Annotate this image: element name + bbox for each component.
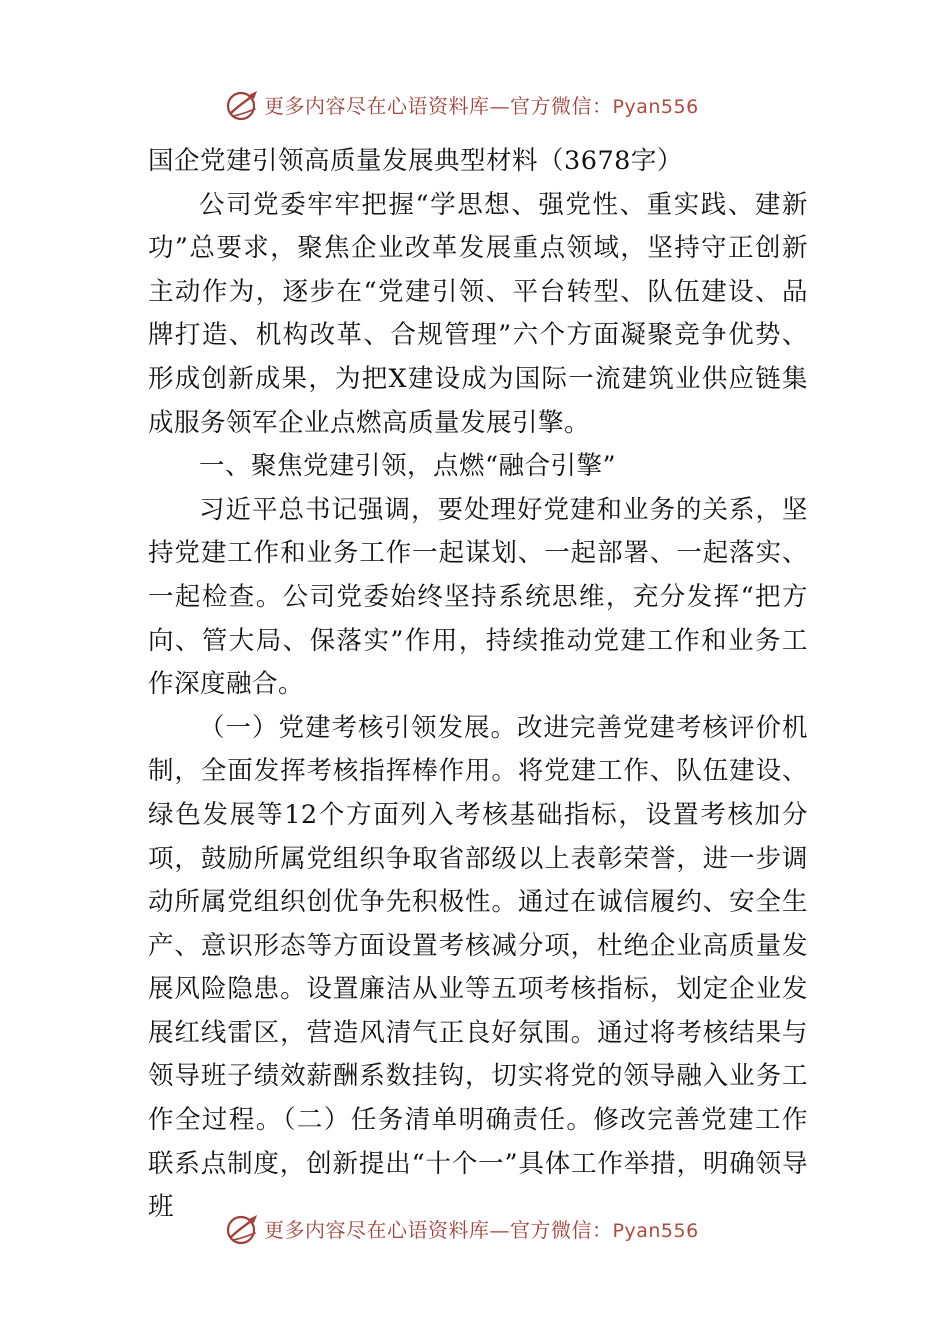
paragraph-subsection-1: （一）党建考核引领发展。改进完善党建考核评价机制，全面发挥考核指挥棒作用。将党建工作、队伍建设、绿色发展等12个方面列入考核基础指标，设置考核加分项，鼓励所属党组织争取省部级以上表彰荣誉，进一步调动所属党组织创优争先积极性。通过在诚信履约、安全生产、意识形态等方面设置考核减分项，杜绝企业高质量发展风险隐患。设置廉洁从业等五项考核指标，划定企业发展红线雷区，营造风清气正良好氛围。通过将考核结果与领导班子绩效薪酬系数挂钩，切实将党的领导融入业务工作全过程。（二）任务清单明确责任。修改完善党建工作联系点制度，创新提出“十个一”具体工作举措，明确领导班: [148, 712, 808, 1223]
banner-wechat-id: Pyan556: [612, 1220, 699, 1242]
document-title: 国企党建引领高质量发展典型材料（3678字）: [148, 146, 683, 176]
section-heading-1: 一、聚焦党建引领，点燃“融合引擎”: [199, 451, 617, 482]
banner-text: [264, 92, 699, 121]
banner-brand: 更多内容尽在心语资料库: [264, 1218, 490, 1242]
banner-dash: —: [489, 94, 510, 118]
pen-signature-icon: [225, 89, 261, 123]
header-watermark-banner: [0, 86, 950, 126]
banner-dash: —: [489, 1218, 510, 1242]
document-body: [148, 140, 808, 1230]
banner-brand: 更多内容尽在心语资料库: [264, 94, 490, 118]
paragraph-intro: 公司党委牢牢把握“学思想、强党性、重实践、建新功”总要求，聚焦企业改革发展重点领域，坚持守正创新主动作为，逐步在“党建引领、平台转型、队伍建设、品牌打造、机构改革、合规管理”六个方面凝聚竞争优势、形成创新成果，为把X建设成为国际一流建筑业供应链集成服务领军企业点燃高质量发展引擎。: [148, 189, 808, 438]
banner-text: [264, 1216, 699, 1245]
banner-official: 官方微信：: [510, 1218, 613, 1242]
pen-signature-icon: [225, 1213, 261, 1247]
paragraph-section-1: 习近平总书记强调，要处理好党建和业务的关系，坚持党建工作和业务工作一起谋划、一起部署、一起落实、一起检查。公司党委始终坚持系统思维，充分发挥“把方向、管大局、保落实”作用，持续推动党建工作和业务工作深度融合。: [148, 494, 808, 700]
footer-watermark-banner: [0, 1210, 950, 1250]
banner-wechat-id: Pyan556: [612, 96, 699, 118]
banner-official: 官方微信：: [510, 94, 613, 118]
